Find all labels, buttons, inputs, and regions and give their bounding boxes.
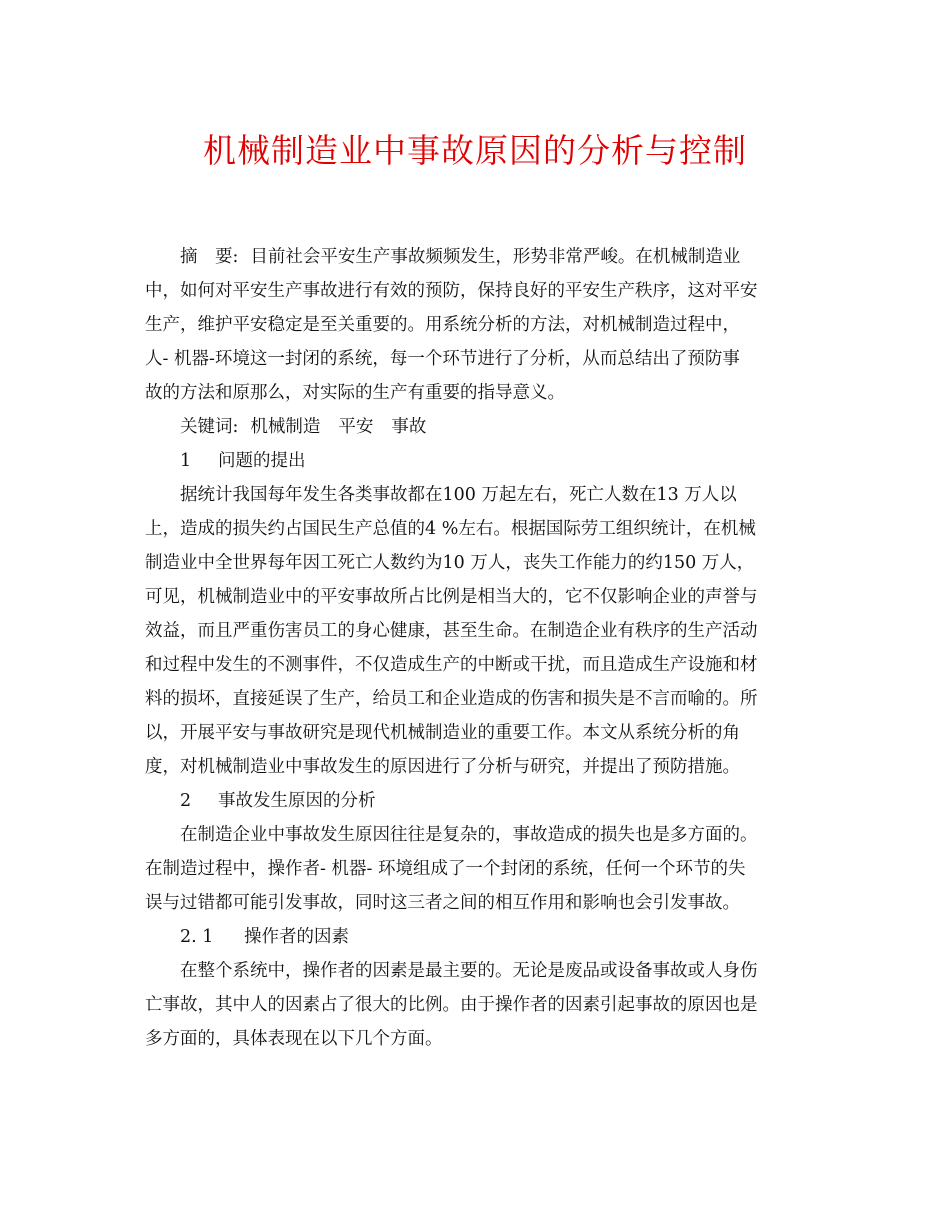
paragraph-line: 在制造企业中事故发生原因往往是复杂的，事故造成的损失也是多方面的。	[180, 825, 758, 845]
paragraph-line: 亡事故，其中人的因素占了很大的比例。由于操作者的因素引起事故的原因也是	[145, 995, 758, 1015]
abstract-text: 目前社会平安生产事故频频发生，形势非常严峻。在机械制造业	[250, 247, 741, 267]
paragraph-line: 度，对机械制造业中事故发生的原因进行了分析与研究，并提出了预防措施。	[145, 757, 740, 777]
document-body	[145, 240, 805, 1056]
section-title: 操作者的因素	[244, 927, 349, 947]
paragraph-line: 据统计我国每年发生各类事故都在100 万起左右，死亡人数在13 万人以	[180, 485, 737, 505]
keywords-label: 关键词:	[180, 417, 239, 437]
paragraph-line: 和过程中发生的不测事件，不仅造成生产的中断或干扰，而且造成生产设施和材	[145, 655, 758, 675]
section-2-paragraph	[145, 818, 805, 920]
paragraph-line: 制造业中全世界每年因工死亡人数约为10 万人，丧失工作能力的约150 万人，	[145, 553, 755, 573]
section-title: 事故发生原因的分析	[218, 791, 376, 811]
keyword: 机械制造	[250, 417, 321, 437]
abstract	[145, 240, 805, 410]
paragraph-line: 多方面的，具体表现在以下几个方面。	[145, 1029, 443, 1049]
paragraph-line: 可见，机械制造业中的平安事故所占比例是相当大的，它不仅影响企业的声誉与	[145, 587, 758, 607]
keyword: 事故	[391, 417, 427, 437]
section-1-paragraph	[145, 478, 805, 784]
keyword: 平安	[338, 417, 374, 437]
paragraph-line: 误与过错都可能引发事故，同时这三者之间的相互作用和影响也会引发事故。	[145, 893, 740, 913]
document-title: 机械制造业中事故原因的分析与控制	[203, 131, 747, 170]
paragraph-line: 料的损坏，直接延误了生产，给员工和企业造成的伤害和损失是不言而喻的。所	[145, 689, 758, 709]
abstract-line	[145, 240, 805, 274]
section-number: 2	[180, 791, 192, 811]
section-title: 问题的提出	[218, 451, 306, 471]
paragraph-line: 上，造成的损失约占国民生产总值的4 %左右。根据国际劳工组织统计，在机械	[145, 519, 756, 539]
section-number: 2. 1	[180, 927, 214, 947]
paragraph-line: 效益，而且严重伤害员工的身心健康，甚至生命。在制造企业有秩序的生产活动	[145, 621, 758, 641]
paragraph-line: 在整个系统中，操作者的因素是最主要的。无论是废品或设备事故或人身伤	[180, 961, 758, 981]
section-number: 1	[180, 451, 192, 471]
subsection-heading	[145, 920, 805, 954]
section-heading	[145, 784, 805, 818]
section-heading	[145, 444, 805, 478]
paragraph-line: 在制造过程中，操作者- 机器- 环境组成了一个封闭的系统，任何一个环节的失	[145, 859, 746, 879]
paragraph-line: 以，开展平安与事故研究是现代机械制造业的重要工作。本文从系统分析的角	[145, 723, 740, 743]
abstract-line: 生产，维护平安稳定是至关重要的。用系统分析的方法，对机械制造过程中，	[145, 315, 740, 335]
abstract-line: 故的方法和原那么，对实际的生产有重要的指导意义。	[145, 383, 565, 403]
section-2-1-paragraph	[145, 954, 805, 1056]
abstract-label: 摘 要:	[180, 247, 239, 267]
abstract-line: 中，如何对平安生产事故进行有效的预防，保持良好的平安生产秩序，这对平安	[145, 281, 758, 301]
abstract-line: 人- 机器-环境这一封闭的系统，每一个环节进行了分析，从而总结出了预防事	[145, 349, 740, 369]
keywords	[145, 410, 805, 444]
